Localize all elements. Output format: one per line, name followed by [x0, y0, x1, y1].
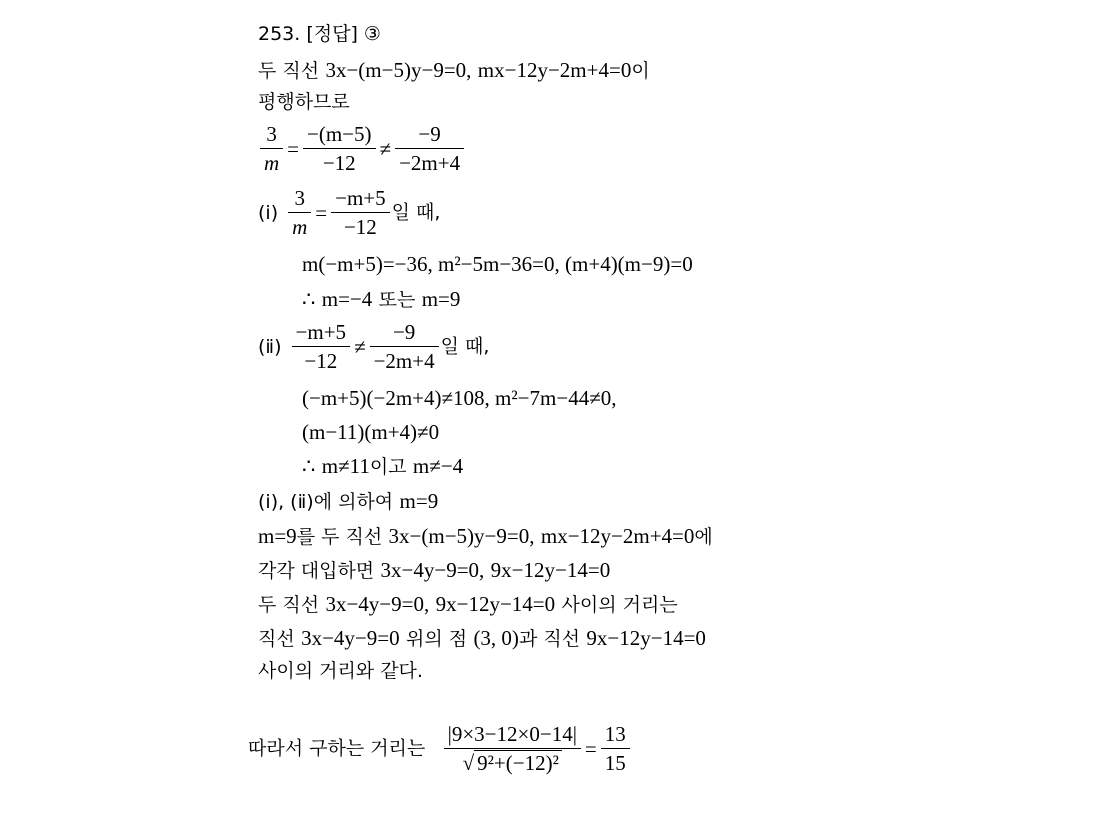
substitute-line: m=9를 두 직선 3x−(m−5)y−9=0, mx−12y−2m+4=0에 — [258, 524, 713, 548]
line-text: 사이의 거리와 같다. — [258, 660, 423, 682]
case-2-result: ∴ m≠11이고 m≠−4 — [302, 454, 464, 478]
case-1-result: ∴ m=−4 또는 m=9 — [302, 287, 461, 311]
case-2-step-1: (−m+5)(−2m+4)≠108, m²−7m−44≠0, — [302, 386, 617, 410]
case-label: (ⅱ) — [258, 335, 282, 358]
case-2-condition: (ⅱ) $\frac{-m+5}{-12}$ ≠ $\frac{-9}{-2m+4}$ 일 때, — [258, 320, 490, 373]
case-1-condition: (ⅰ) $\frac{3}{m}$ = $\frac{-m+5}{-12}$ 일 때, — [258, 186, 441, 239]
fraction: $\frac{3}{m}$ — [260, 122, 283, 175]
text: 이 — [631, 60, 650, 82]
sqrt-icon: √ — [462, 751, 475, 775]
ratio-condition: $\frac{3}{m}$ = $\frac{-(m-5)}{-12}$ ≠ $\frac{-9}{-2m+4}$ — [258, 122, 466, 175]
fraction: $\frac{-9}{-2m+4}$ — [395, 122, 464, 175]
case-1-step-1: m(−m+5)=−36, m²−5m−36=0, (m+4)(m−9)=0 — [302, 252, 693, 276]
text: 일 때, — [391, 201, 441, 224]
equation: mx−12y−2m+4=0 — [477, 58, 632, 82]
text: 일 때, — [440, 335, 490, 358]
result-fraction: $\frac{13}{15}$ — [601, 722, 630, 775]
line-text: 평행하므로 — [258, 91, 350, 113]
equation: 3x−(m−5)y−9=0, — [325, 58, 472, 82]
substituted-lines: 각각 대입하면 3x−4y−9=0, 9x−12y−14=0 — [258, 558, 611, 582]
problem-header: 253. [정답] ③ — [258, 23, 381, 45]
line-parallel-lines — [258, 56, 650, 85]
case-2-step-2: (m−11)(m+4)≠0 — [302, 420, 440, 444]
distance-fraction: $\frac{|9\times 3-12\times 0-14|}{\text{√ 9²+(−12)²}}$ — [444, 722, 581, 775]
fraction: $\frac{-9}{-2m+4}$ — [370, 320, 439, 373]
text: 두 직선 — [258, 60, 320, 82]
fraction: $\frac{3}{m}$ — [288, 186, 311, 239]
text: 따라서 구하는 거리는 — [248, 737, 426, 760]
distance-statement: 두 직선 3x−4y−9=0, 9x−12y−14=0 사이의 거리는 — [258, 592, 678, 616]
fraction: $\frac{-(m-5)}{-12}$ — [303, 122, 376, 175]
point-line-statement: 직선 3x−4y−9=0 위의 점 (3, 0)과 직선 9x−12y−14=0 — [258, 626, 706, 650]
final-answer: 따라서 구하는 거리는 $\frac{|9\times 3-12\times 0-14|}{\text{√ 9²+(−12)²}}$ = $\frac{13}{15}$ — [248, 722, 632, 775]
fraction: $\frac{-m+5}{-12}$ — [292, 320, 351, 373]
case-label: (ⅰ) — [258, 201, 279, 224]
combine-cases: (ⅰ), (ⅱ)에 의하여 m=9 — [258, 489, 439, 513]
fraction: $\frac{-m+5}{-12}$ — [331, 186, 390, 239]
